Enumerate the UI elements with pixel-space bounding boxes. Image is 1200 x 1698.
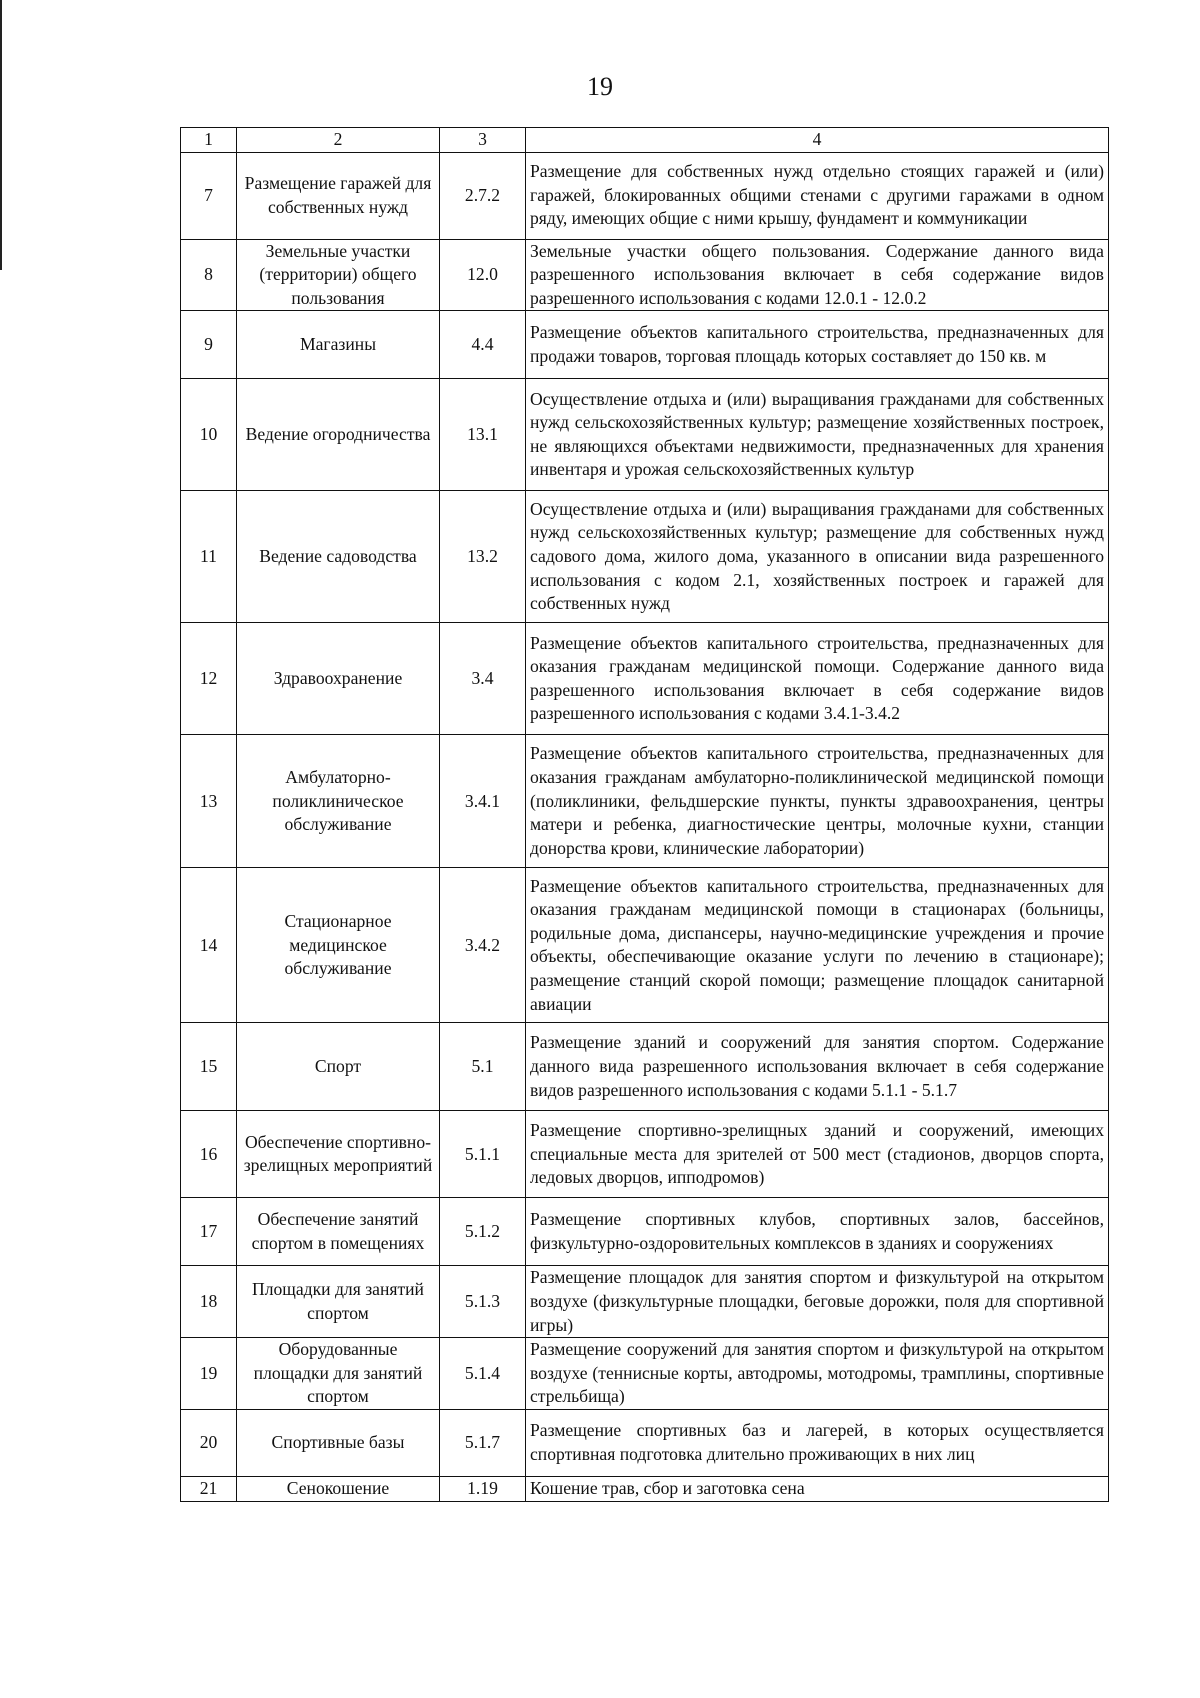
row-number-cell: 10	[181, 379, 237, 491]
land-use-name-cell: Спортивные базы	[237, 1409, 440, 1476]
land-use-description-cell: Осуществление отдыха и (или) выращивания гражданами для собственных нужд сельскохозяйственных культур; размещение для собственных нужд садового дома, жилого дома, указанного в описании вида разрешенного использования с кодом 2.1, хозяйственных построек и гаражей для собственных нужд	[526, 491, 1109, 623]
land-use-name-cell: Размещение гаражей для собственных нужд	[237, 152, 440, 239]
land-use-description-cell: Размещение зданий и сооружений для занятия спортом. Содержание данного вида разрешенного использования включает в себя содержание видов разрешенного использования с кодами 5.1.1 - 5.1.7	[526, 1023, 1109, 1111]
land-use-description-cell: Размещение спортивных баз и лагерей, в которых осуществляется спортивная подготовка длительно проживающих в них лиц	[526, 1409, 1109, 1476]
land-use-description-cell: Размещение сооружений для занятия спортом и физкультурой на открытом воздухе (теннисные корты, автодромы, мотодромы, трамплины, спортивные стрельбища)	[526, 1338, 1109, 1410]
scan-edge-line	[0, 0, 2, 270]
land-use-name-cell: Обеспечение спортивно-зрелищных мероприятий	[237, 1111, 440, 1198]
land-use-description-cell: Размещение спортивных клубов, спортивных залов, бассейнов, физкультурно-оздоровительных комплексов в зданиях и сооружениях	[526, 1198, 1109, 1266]
land-use-description-cell: Осуществление отдыха и (или) выращивания гражданами для собственных нужд сельскохозяйственных культур; размещение хозяйственных построек, не являющихся объектами недвижимости, предназначенных для хранения инвентаря и урожая сельскохозяйственных культур	[526, 379, 1109, 491]
land-use-name-cell: Обеспечение занятий спортом в помещениях	[237, 1198, 440, 1266]
land-use-code-cell: 13.2	[440, 491, 526, 623]
row-number-cell: 21	[181, 1476, 237, 1501]
land-use-description-cell: Размещение спортивно-зрелищных зданий и сооружений, имеющих специальные места для зрителей от 500 мест (стадионов, дворцов спорта, ледовых дворцов, ипподромов)	[526, 1111, 1109, 1198]
land-use-name-cell: Земельные участки (территории) общего пользования	[237, 239, 440, 311]
table-row	[181, 491, 1109, 623]
land-use-name-cell: Здравоохранение	[237, 623, 440, 735]
land-use-code-cell: 3.4.2	[440, 868, 526, 1023]
table-row	[181, 623, 1109, 735]
row-number-cell: 11	[181, 491, 237, 623]
table-row	[181, 735, 1109, 868]
row-number-cell: 18	[181, 1266, 237, 1338]
land-use-code-cell: 13.1	[440, 379, 526, 491]
land-use-code-cell: 4.4	[440, 311, 526, 379]
land-use-code-cell: 12.0	[440, 239, 526, 311]
table-row	[181, 868, 1109, 1023]
table-row	[181, 1409, 1109, 1476]
land-use-code-cell: 5.1.3	[440, 1266, 526, 1338]
header-cell: 1	[181, 128, 237, 153]
table-row	[181, 1198, 1109, 1266]
land-use-name-cell: Амбулаторно-поликлиническое обслуживание	[237, 735, 440, 868]
land-use-description-cell: Размещение объектов капитального строительства, предназначенных для оказания гражданам медицинской помощи. Содержание данного вида разрешенного использования включает в себя содержание видов разрешенного использования с кодами 3.4.1-3.4.2	[526, 623, 1109, 735]
row-number-cell: 16	[181, 1111, 237, 1198]
land-use-description-cell: Размещение площадок для занятия спортом и физкультурой на открытом воздухе (физкультурные площадки, беговые дорожки, поля для спортивной игры)	[526, 1266, 1109, 1338]
row-number-cell: 9	[181, 311, 237, 379]
land-use-name-cell: Площадки для занятий спортом	[237, 1266, 440, 1338]
header-cell: 4	[526, 128, 1109, 153]
land-use-description-cell: Размещение объектов капитального строительства, предназначенных для оказания гражданам амбулаторно-поликлинической медицинской помощи (поликлиники, фельдшерские пункты, пункты здравоохранения, центры матери и ребенка, диагностические центры, молочные кухни, станции донорства крови, клинические лаборатории)	[526, 735, 1109, 868]
header-cell: 2	[237, 128, 440, 153]
land-use-code-cell: 3.4	[440, 623, 526, 735]
land-use-description-cell: Кошение трав, сбор и заготовка сена	[526, 1476, 1109, 1501]
row-number-cell: 13	[181, 735, 237, 868]
row-number-cell: 14	[181, 868, 237, 1023]
land-use-code-cell: 5.1.4	[440, 1338, 526, 1410]
table-row	[181, 152, 1109, 239]
table-row	[181, 239, 1109, 311]
land-use-name-cell: Сенокошение	[237, 1476, 440, 1501]
land-use-description-cell: Размещение для собственных нужд отдельно стоящих гаражей и (или) гаражей, блокированных общими стенами с другими гаражами в одном ряду, имеющих общие с ними крышу, фундамент и коммуникации	[526, 152, 1109, 239]
land-use-name-cell: Спорт	[237, 1023, 440, 1111]
row-number-cell: 7	[181, 152, 237, 239]
land-use-code-cell: 2.7.2	[440, 152, 526, 239]
land-use-description-cell: Земельные участки общего пользования. Содержание данного вида разрешенного использования включает в себя содержание видов разрешенного использования с кодами 12.0.1 - 12.0.2	[526, 239, 1109, 311]
header-row	[181, 128, 1109, 153]
land-use-name-cell: Оборудованные площадки для занятий спортом	[237, 1338, 440, 1410]
table-row	[181, 1023, 1109, 1111]
row-number-cell: 8	[181, 239, 237, 311]
page-number: 19	[587, 72, 613, 101]
row-number-cell: 19	[181, 1338, 237, 1410]
row-number-cell: 20	[181, 1409, 237, 1476]
land-use-name-cell: Магазины	[237, 311, 440, 379]
land-use-name-cell: Стационарное медицинское обслуживание	[237, 868, 440, 1023]
land-use-description-cell: Размещение объектов капитального строительства, предназначенных для оказания гражданам медицинской помощи в стационарах (больницы, родильные дома, диспансеры, научно-медицинские учреждения и прочие объекты, обеспечивающие оказание услуги по лечению в стационаре); размещение станций скорой помощи; размещение площадок санитарной авиации	[526, 868, 1109, 1023]
land-use-code-cell: 5.1.7	[440, 1409, 526, 1476]
table-row	[181, 379, 1109, 491]
table-row	[181, 1476, 1109, 1501]
land-use-name-cell: Ведение садоводства	[237, 491, 440, 623]
table-row	[181, 1338, 1109, 1410]
land-use-code-cell: 5.1	[440, 1023, 526, 1111]
land-use-code-cell: 5.1.1	[440, 1111, 526, 1198]
land-use-description-cell: Размещение объектов капитального строительства, предназначенных для продажи товаров, торговая площадь которых составляет до 150 кв. м	[526, 311, 1109, 379]
land-use-code-cell: 5.1.2	[440, 1198, 526, 1266]
land-use-code-cell: 1.19	[440, 1476, 526, 1501]
row-number-cell: 12	[181, 623, 237, 735]
row-number-cell: 15	[181, 1023, 237, 1111]
table-row	[181, 311, 1109, 379]
land-use-code-cell: 3.4.1	[440, 735, 526, 868]
header-cell: 3	[440, 128, 526, 153]
table-row	[181, 1266, 1109, 1338]
land-use-name-cell: Ведение огородничества	[237, 379, 440, 491]
table-row	[181, 1111, 1109, 1198]
row-number-cell: 17	[181, 1198, 237, 1266]
land-use-table	[180, 127, 1109, 1502]
